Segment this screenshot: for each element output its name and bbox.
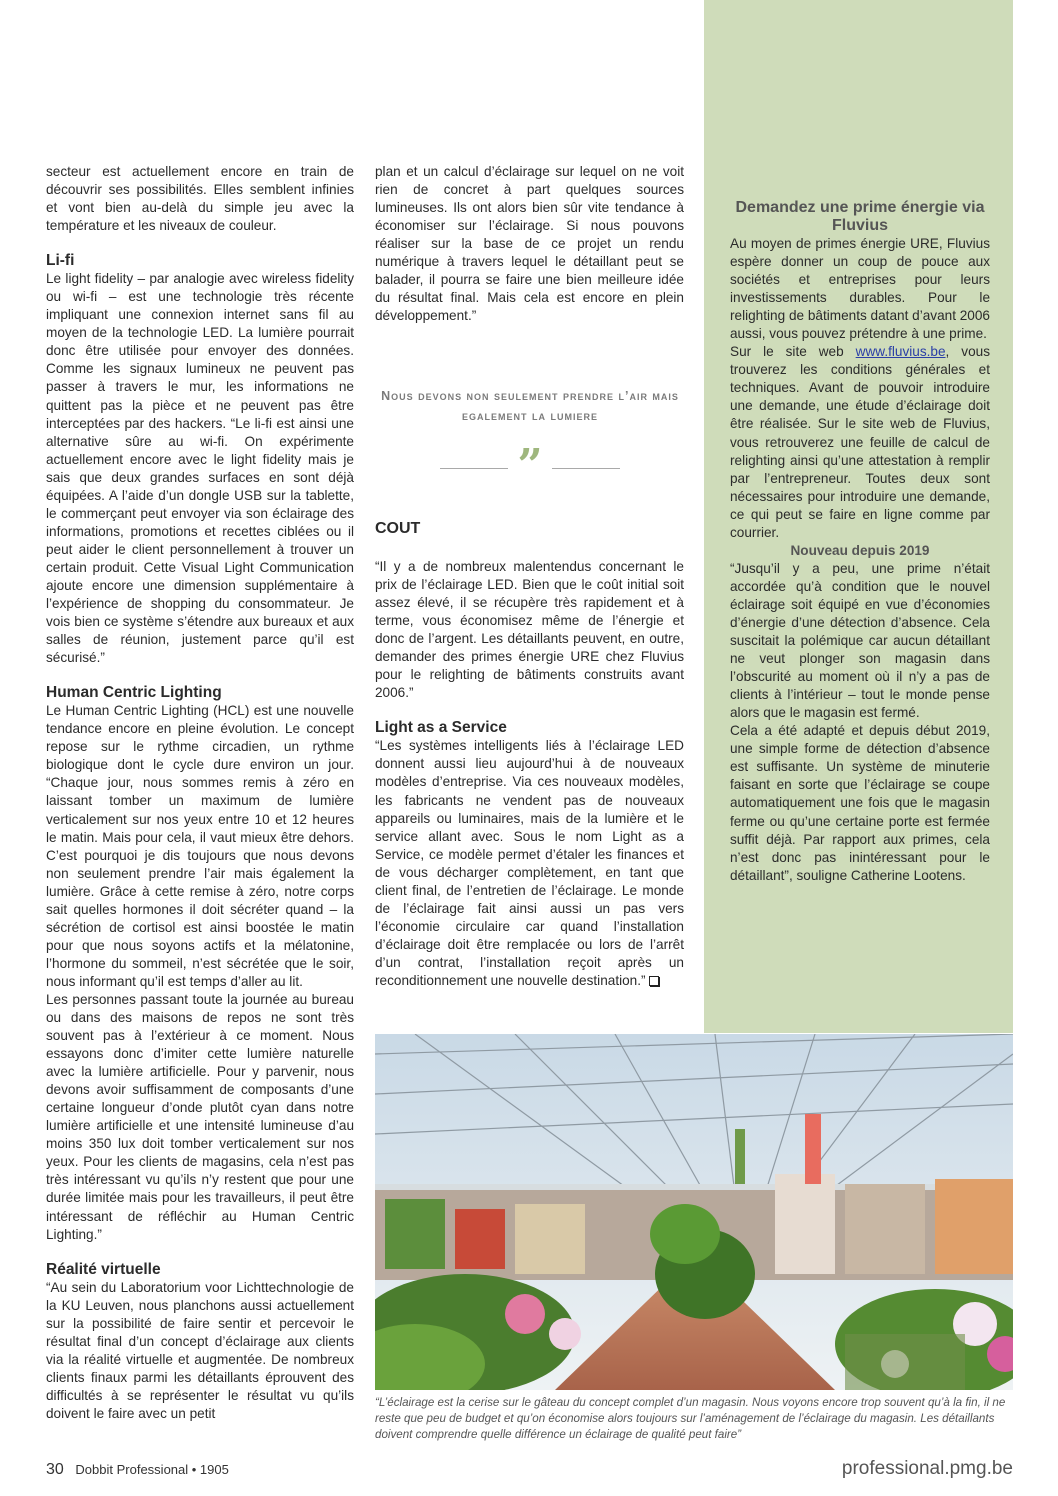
sidebar-title: Demandez une prime énergie via Fluvius [735,199,985,234]
quote-mark-icon: ” [517,440,543,491]
col1-lifi-text: Le light fidelity – par analogie avec wireless fidelity ou wi-fi – est une technologie très récente impliquant une connexion internet sans fil au moyen de la technologie LED. La lumière pourrait donc être utilisée pour envoyer des données. Comme les signaux lumineux ne peuvent pas passer à travers le mur, les informations ne quittent pas la pièce et ne peuvent pas être interceptées par des hackers. “Le li-fi est ainsi une alternative sûre au wi-fi. On expérimente actuellement encore avec le light fidelity mais je sais que deux grandes surfaces en sont déjà équipées. A l’aide d’un dongle USB sur la tablette, le commerçant peut envoyer via son éclairage des informations, promotions et recettes ciblées ou il peut aider le client personnellement à trouver un certain produit. Cette Visual Light Communication ajoute encore une dimension supplémentaire à l’expérience de shopping du consommateur. Je vois bien ce système s’étendre aux bureaux et aux salles de réunion, justement parce qu’il est sécurisé.” [46,271,354,666]
greenhouse-store-image [375,1034,1013,1390]
col2-intro: plan et un calcul d’éclairage sur lequel on ne voit rien de concret à part quelques sources lumineuses. Ils ont alors bien sûr vite tendance à économiser sur l’éclairage. Si nous pouvons réaliser sur la base de ce projet un rendu numérique à travers lequel le détaillant peut se balader, il pourra se faire une bien meilleure idée du résultat final. Mais cela est encore en plein développement.” [375,164,684,324]
pull-quote: Nous devons non seulement prendre l’air mais egalement la lumiere [381,389,679,423]
sidebar-p2 [730,343,990,542]
heading-laas: Light as a Service [375,719,507,737]
photo-caption: “L’éclairage est la cerise sur le gâteau du concept complet d’un magasin. Nous voyons encore trop souvent qu’à la fin, il ne reste que peu de budget et qu’on économise alors toujours sur l’aménagement de l’éclairage du magasin. Les détaillants doivent comprendre quelle différence un éclairage de qualité peut faire” [375,1396,1006,1441]
col1-intro: secteur est actuellement encore en train de découvrir ses possibilités. Elles semblent infinies et vont bien au-delà du simple jeu avec la température et les niveaux de couleur. [46,164,354,234]
col2-cout-text: “Il y a de nombreux malentendus concernant le prix de l’éclairage LED. Bien que le coût initial soit assez élevé, il se récupère très rapidement et à terme, vous économisez même de l’énergie et donc de l’argent. Les détaillants peuvent, en outre, demander des primes énergie URE chez Fluvius pour le relighting de bâtiments construits avant 2006.” [375,559,684,701]
sidebar-p4: Cela a été adapté et depuis début 2019, une simple forme de détection d’absence est suffisante. Un système de minuterie faisant en sorte que l’éclairage se coupe automatiquement une fois que le magasin ferme ou qu’une certaine porte est fermée suffit déjà. Par rapport aux primes, cela n’est donc pas inintéressant pour le détaillant”, souligne Catherine Lootens. [730,723,990,883]
heading-hcl: Human Centric Lighting [46,684,222,702]
sidebar-p2-before: Sur le site web [730,344,856,360]
footer-left [46,1462,229,1478]
col1-hcl-text-2: Les personnes passant toute la journée au bureau ou dans des maisons de repos ne sont très souvent pas à l’extérieur à ce moment. Nous essayons donc d’imiter cette lumière naturelle avec la lumière artificielle. Pour y parvenir, nous devons avoir suffisamment de composants d’une certaine longueur d’onde plutôt cyan dans notre lumière artificielle et une intensité lumineuse d’au moins 350 lux doit tomber verticalement sur nos yeux. Pour les clients de magasins, cela n’est pas très intéressant vu qu’ils n’y restent que pour une durée limitée mais pour les travailleurs, il peut être intéressant de réfléchir au Human Centric Lighting.” [46,991,354,1242]
sidebar-subtitle: Nouveau depuis 2019 [790,542,930,558]
heading-cout: COUT [375,520,421,537]
end-mark-icon [649,976,659,986]
footer-website[interactable]: professional.pmg.be [841,1458,1013,1479]
fluvius-link[interactable]: www.fluvius.be [855,344,946,360]
sidebar-box [704,0,1013,1033]
quote-ornament [440,440,620,491]
col1-hcl-text-1: Le Human Centric Lighting (HCL) est une nouvelle tendance encore en pleine évolution. Le concept repose sur le rythme circadien, un rythme biologique dont le cycle dure environ un jour. “Chaque jour, nous sommes remis à zéro en laissant tomber un maximum de lumière verticalement sur nos yeux entre 10 et 12 heures le matin. Mais pour cela, il vaut mieux être dehors. C’est pourquoi je dis toujours que nous devons non seulement prendre l’air mais également la lumière. Grâce à cette remise à zéro, notre corps sait quelles hormones il doit sécréter quand – la sécrétion de cortisol est ainsi boostée le matin pour que nous soyons actifs et la mélatonine, l’hormone du sommeil, n’est sécrétée que le soir, nous informant qu’il est temps d’aller au lit. [46,703,354,989]
article-column-2 [375,163,684,325]
col2-laas-body: “Les systèmes intelligents liés à l’éclairage LED donnent aussi lieu aujourd’hui à de nouveaux modèles d’entreprise. Via ces nouveaux modèles, les fabricants ne vendent pas de nouveaux appareils ou luminaires, mais de la lumière et le service allant avec. Sous le nom Light as a Service, ce modèle permet d’étaler les finances et de vous décharger complètement, en tant que client final, de l’entretien de l’éclairage. Le monde de l’éclairage fait ainsi aussi un pas vers l’économie circulaire car quand l’installation d’éclairage doit être remplacée ou lors de l’arrêt d’un contrat, l’installation reçoit après un reconditionnement une nouvelle destination.” [375,738,684,988]
sidebar-p3: “Jusqu’il y a peu, une prime n’était accordée qu’à condition que le nouvel éclairage soit équipé en vue d’économies d’énergie d’une détection d’absence. Cela suscitait la polémique car aucun détaillant ne veut plonger son magasin dans l’obscurité au moment où il n’y a pas de clients à l’intérieur – tout le monde pense alors que le magasin est fermé. [730,560,990,721]
page-number: 30 [46,1461,64,1478]
sidebar-p1: Au moyen de primes énergie URE, Fluvius espère donner un coup de pouce aux sociétés et entreprises pour leurs investissements durables. Pour le relighting de bâtiments datant d’avant 2006 aussi, vous pouvez prétendre à une prime. [730,236,990,342]
store-photo [375,1034,1013,1390]
sidebar-content [730,199,990,885]
quote-rule-left [440,468,508,469]
article-column-1 [46,163,354,1423]
sidebar-p2-after: , vous trouverez les conditions générales et techniques. Avant de pouvoir introduire une demande, une étude d’éclairage doit être réalisée. Sur le site web de Fluvius, vous retrouverez une feuille de calcul de relighting ainsi qu’une attestation à remplir par l’entrepreneur. Toutes deux sont nécessaires pour introduire une demande, ce qui peut se faire en ligne comme par courrier. [730,344,990,540]
quote-rule-right [552,468,620,469]
heading-lifi: Li-fi [46,252,75,270]
col1-vr-text: “Au sein du Laboratorium voor Lichttechnologie de la KU Leuven, nous planchons aussi actuellement sur la possibilité de faire sentir et percevoir le résultat final d’un concept d’éclairage aux clients via la réalité virtuelle et augmentée. De nombreux clients finaux parmi les détaillants éprouvent des difficultés à se représenter le résultat vu qu’ils doivent le faire avec un petit [46,1279,354,1421]
article-column-2-lower [375,519,684,990]
col2-laas-text [375,737,684,990]
publication-name: Dobbit Professional • 1905 [75,1462,229,1477]
heading-vr: Réalité virtuelle [46,1260,161,1278]
